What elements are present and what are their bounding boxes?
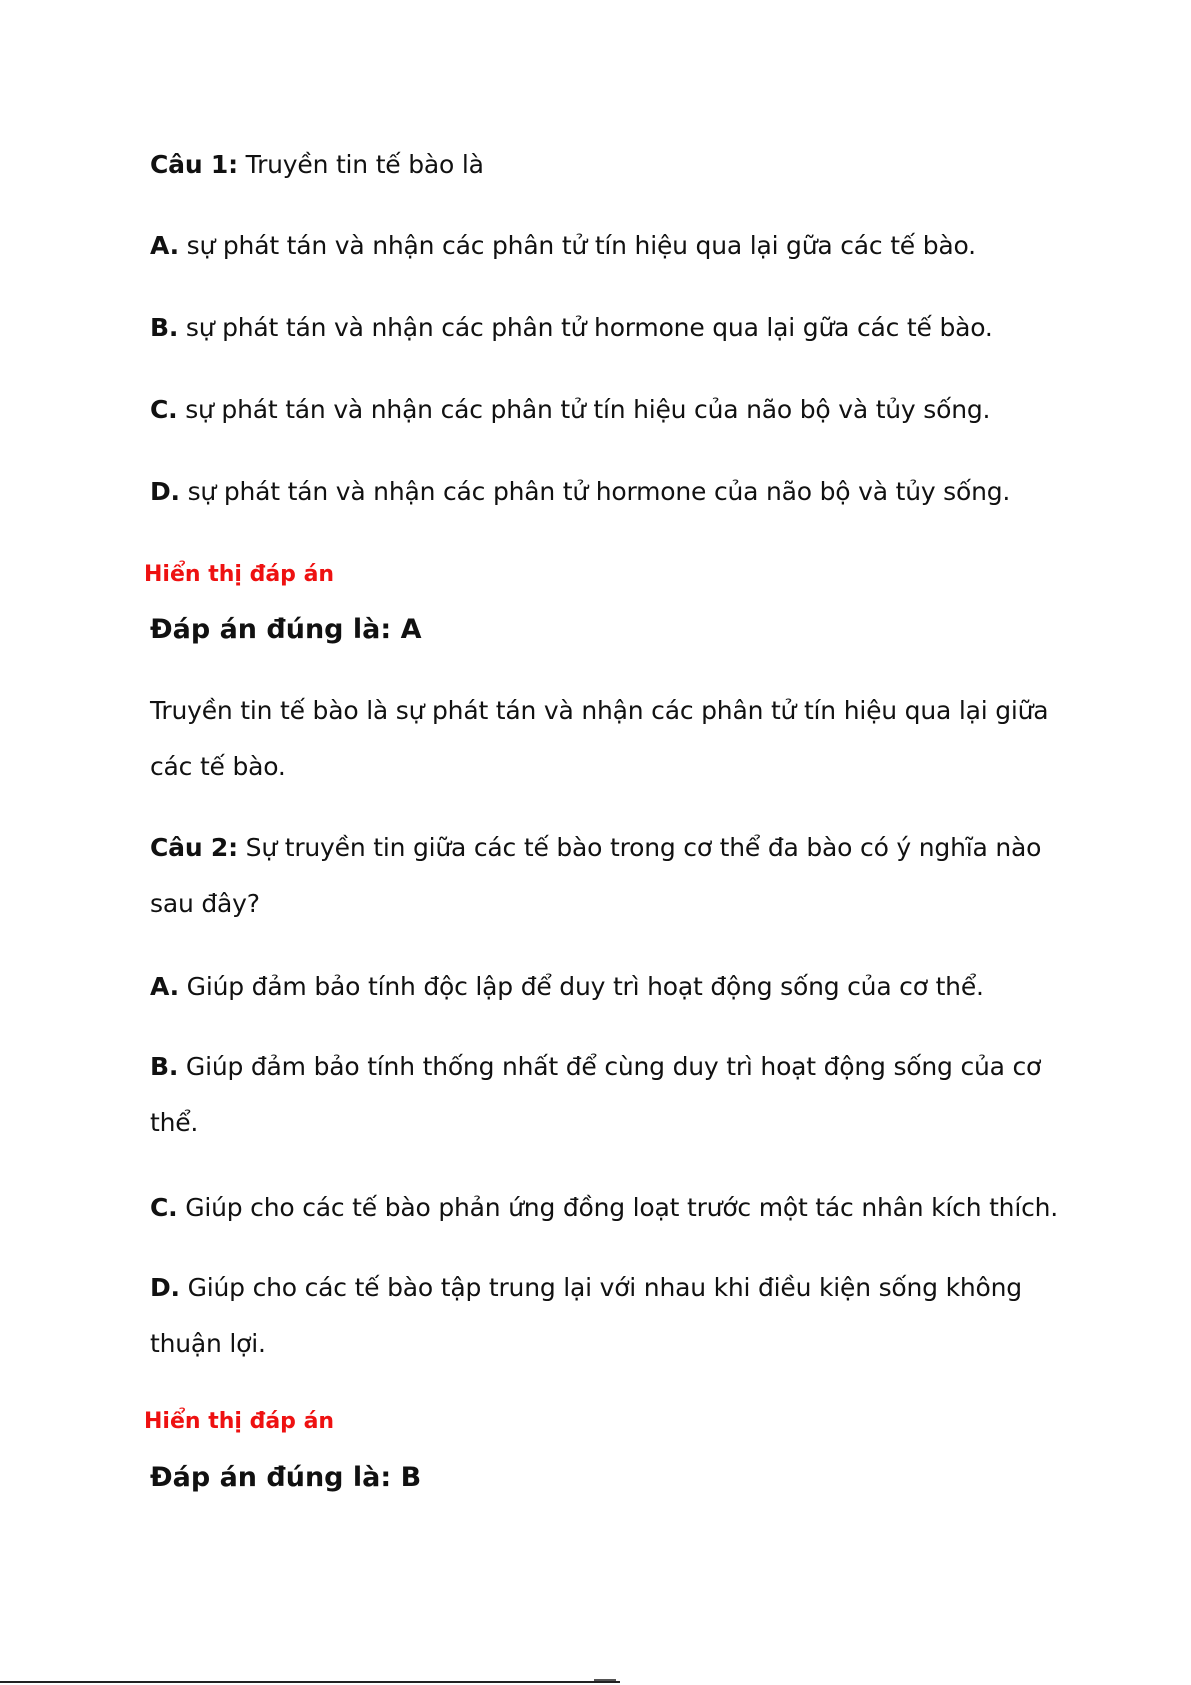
answer-2: Đáp án đúng là: B	[150, 1462, 422, 1493]
option-text: Giúp đảm bảo tính độc lập để duy trì hoạt động sống của cơ thể.	[178, 972, 984, 1001]
option-label: A.	[150, 231, 179, 260]
option-text: sự phát tán và nhận các phân tử hormone của não bộ và tủy sống.	[179, 477, 1011, 506]
option-text: Giúp cho các tế bào phản ứng đồng loạt trước một tác nhân kích thích.	[177, 1193, 1059, 1222]
option-text: sự phát tán và nhận các phân tử tín hiệu qua lại gữa các tế bào.	[178, 231, 976, 260]
option-label: D.	[150, 477, 180, 506]
option-text: sự phát tán và nhận các phân tử hormone qua lại gữa các tế bào.	[178, 313, 993, 342]
question-2-text: Sự truyền tin giữa các tế bào trong cơ thể đa bào có ý nghĩa nào sau đây?	[150, 833, 1042, 918]
question-2-option-b	[150, 1039, 1055, 1151]
show-answer-toggle-2[interactable]: Hiển thị đáp án	[144, 1409, 335, 1434]
question-2-label: Câu 2:	[150, 833, 238, 862]
question-1-label: Câu 1:	[150, 150, 238, 179]
question-1-option-d	[150, 477, 1050, 507]
option-text: Giúp cho các tế bào tập trung lại với nhau khi điều kiện sống không thuận lợi.	[150, 1273, 1022, 1358]
option-label: B.	[150, 1052, 179, 1081]
option-text: sự phát tán và nhận các phân tử tín hiệu của não bộ và tủy sống.	[177, 395, 991, 424]
option-text: Giúp đảm bảo tính thống nhất để cùng duy trì hoạt động sống của cơ thể.	[150, 1052, 1042, 1137]
question-2	[150, 820, 1055, 932]
option-label: B.	[150, 313, 179, 342]
footer-divider	[0, 1681, 620, 1683]
question-1-option-b	[150, 313, 1050, 343]
question-2-option-d	[150, 1260, 1055, 1372]
explanation-1: Truyền tin tế bào là sự phát tán và nhận các phân tử tín hiệu qua lại giữa các tế bào.	[150, 696, 1049, 781]
answer-1: Đáp án đúng là: A	[150, 614, 422, 645]
option-label: C.	[150, 1193, 178, 1222]
option-label: D.	[150, 1273, 180, 1302]
footer-mark	[594, 1679, 616, 1681]
show-answer-toggle-1[interactable]: Hiển thị đáp án	[144, 562, 335, 587]
question-2-option-c	[150, 1193, 1059, 1223]
question-1-text: Truyền tin tế bào là	[237, 150, 484, 179]
question-1	[150, 150, 1050, 180]
option-label: A.	[150, 972, 179, 1001]
question-2-option-a	[150, 972, 1050, 1002]
option-label: C.	[150, 395, 178, 424]
question-1-option-c	[150, 395, 1050, 425]
question-1-option-a	[150, 231, 1050, 261]
